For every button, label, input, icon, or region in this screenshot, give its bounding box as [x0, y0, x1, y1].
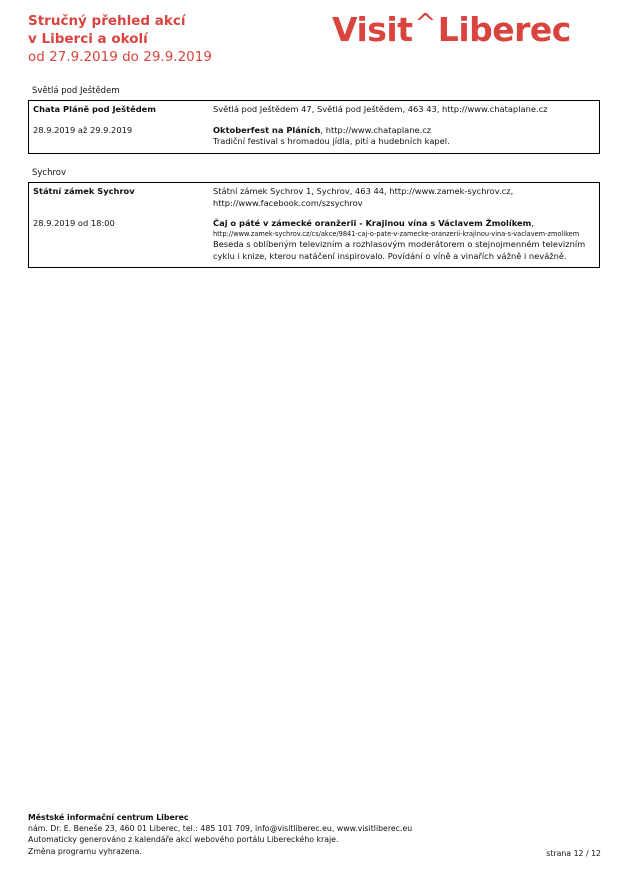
- venue-name: Státní zámek Sychrov: [33, 186, 135, 196]
- event-title: Oktoberfest na Pláních: [213, 124, 321, 135]
- venue-address: Státní zámek Sychrov 1, Sychrov, 463 44, http://www.zamek-sychrov.cz, http://www.facebook.com/szsychrov: [213, 186, 514, 208]
- section-label: Sychrov: [32, 168, 67, 178]
- event-title: Čaj o páté v zámecké oranžerii - Krajinou vína s Václavem Žmolíkem: [213, 218, 532, 228]
- event-title-suffix: ,: [531, 218, 534, 228]
- date-range: od 27.9.2019 do 29.9.2019: [28, 49, 212, 65]
- title-line-2: v Liberci a okolí: [28, 31, 148, 47]
- event-title-suffix: , http://www.chataplane.cz: [320, 124, 432, 135]
- section-sychrov: [28, 168, 600, 268]
- event-description: Beseda s oblíbeným televizním a rozhlasovým moderátorem o stejnojmenném televizním cyklu i knize, kterou natáčení inspirovalo. Povídání o víně a vinařích vážně i nevážně.: [213, 239, 586, 261]
- footer-note-generated: Automaticky generováno z kalendáře akcí webového portálu Libereckého kraje.: [28, 835, 339, 845]
- visit-liberec-logo: [332, 10, 571, 53]
- footer: [28, 812, 412, 857]
- footer-org-name: Městské informační centrum Liberec: [28, 813, 189, 822]
- logo-text-liberec: Liberec: [437, 10, 571, 49]
- event-date: 28.9.2019 až 29.9.2019: [33, 124, 133, 135]
- logo-text-visit: Visit: [332, 10, 413, 49]
- title-line-1: Stručný přehled akcí: [28, 13, 186, 29]
- event-box: [28, 182, 600, 268]
- page-number: strana 12 / 12: [546, 849, 601, 858]
- page-title: [28, 12, 212, 66]
- event-box: [28, 100, 600, 154]
- section-svetla: [28, 86, 600, 154]
- event-date: 28.9.2019 od 18:00: [33, 218, 115, 228]
- section-label: Světlá pod Ještědem: [32, 86, 120, 96]
- footer-note-disclaimer: Změna programu vyhrazena.: [28, 846, 142, 856]
- venue-address: Světlá pod Ještědem 47, Světlá pod Ještědem, 463 43, http://www.chataplane.cz: [213, 104, 548, 114]
- event-url: http://www.zamek-sychrov.cz/cs/akce/9841-caj-o-pate-v-zamecke-oranzerii-krajinou-vina-s-vaclavem-zmolikem: [213, 229, 580, 238]
- logo-caret: ^: [414, 9, 436, 39]
- footer-address: nám. Dr. E. Beneše 23, 460 01 Liberec, tel.: 485 101 709, info@visitliberec.eu, www.visitliberec.eu: [28, 824, 413, 834]
- event-description: Tradiční festival s hromadou jídla, pití a hudebních kapel.: [213, 136, 450, 146]
- venue-name: Chata Pláně pod Ještědem: [33, 104, 156, 114]
